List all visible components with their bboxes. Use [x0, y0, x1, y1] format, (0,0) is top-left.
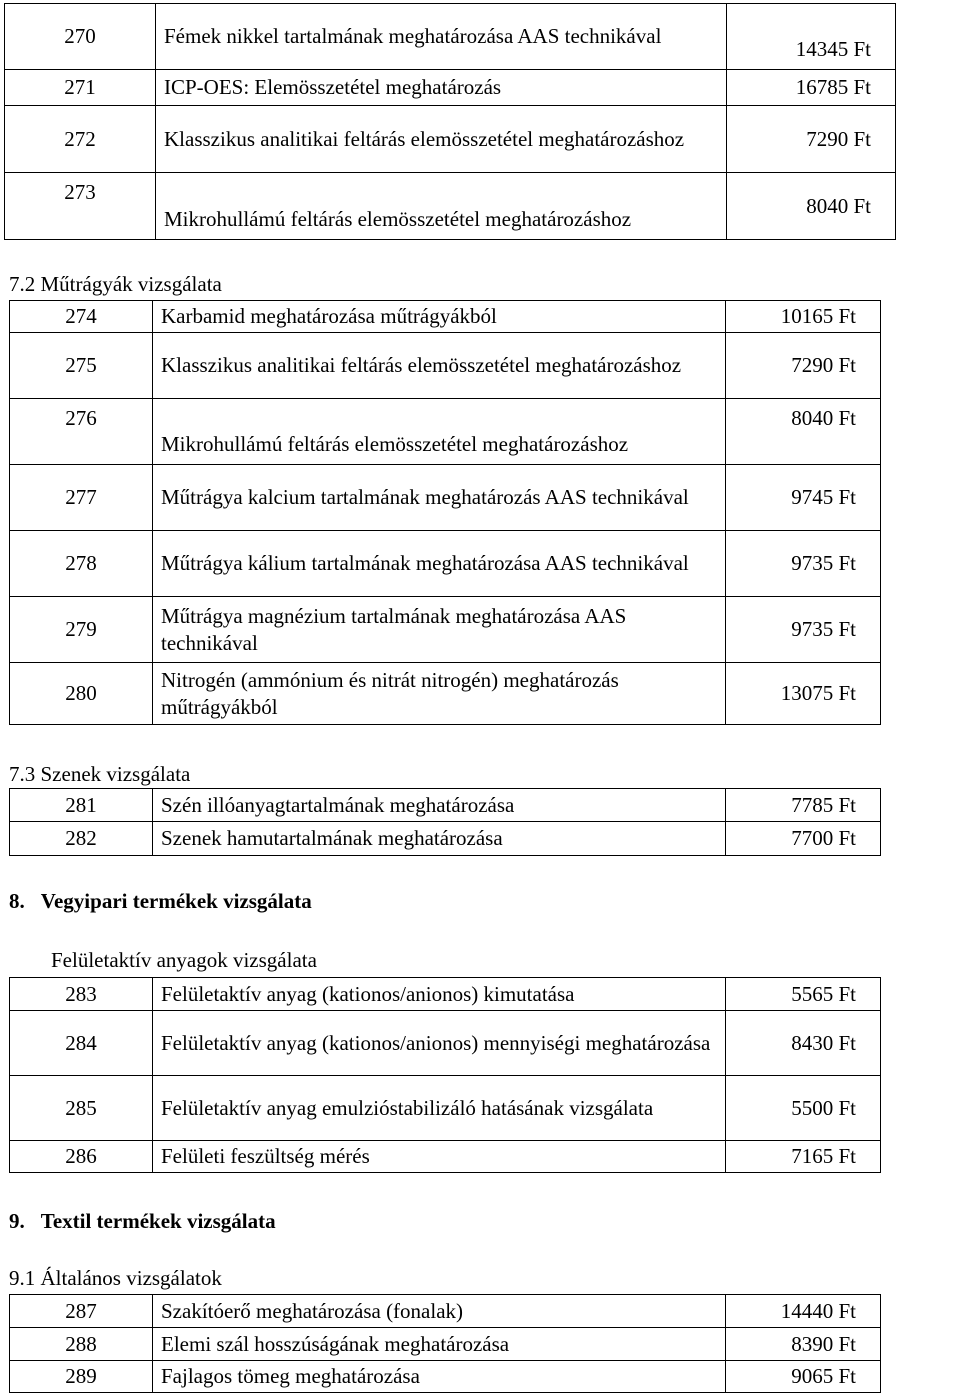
item-description: Szakítóerő meghatározása (fonalak) — [153, 1295, 726, 1328]
section-title: Vegyipari termékek vizsgálata — [40, 889, 312, 913]
item-price: 8040 Ft — [727, 173, 896, 240]
item-description: Felületaktív anyag emulzióstabilizáló hatásának vizsgálata — [153, 1076, 726, 1141]
item-number: 280 — [10, 663, 153, 725]
item-price: 9065 Ft — [726, 1361, 881, 1393]
item-number: 286 — [10, 1141, 153, 1173]
item-description: Mikrohullámú feltárás elemösszetétel meghatározáshoz — [156, 173, 727, 240]
item-price: 9735 Ft — [726, 597, 881, 663]
item-number: 279 — [10, 597, 153, 663]
item-number: 281 — [10, 789, 153, 822]
item-description: Felületaktív anyag (kationos/anionos) kimutatása — [153, 978, 726, 1011]
table-row — [10, 1361, 881, 1393]
item-description: ICP-OES: Elemösszetétel meghatározás — [156, 70, 727, 106]
section-heading-8 — [9, 889, 312, 913]
item-description: Szenek hamutartalmának meghatározása — [153, 822, 726, 856]
table-row — [10, 465, 881, 531]
item-number: 283 — [10, 978, 153, 1011]
item-number: 288 — [10, 1328, 153, 1361]
table-row — [10, 333, 881, 399]
item-price: 16785 Ft — [727, 70, 896, 106]
item-description: Karbamid meghatározása műtrágyákból — [153, 301, 726, 333]
item-price: 10165 Ft — [726, 301, 881, 333]
item-price: 8430 Ft — [726, 1011, 881, 1076]
item-number: 275 — [10, 333, 153, 399]
item-number: 285 — [10, 1076, 153, 1141]
section-number: 9. — [9, 1209, 25, 1233]
item-price: 8040 Ft — [726, 399, 881, 465]
price-table-8 — [9, 977, 881, 1173]
table-row — [10, 1295, 881, 1328]
table-row — [10, 822, 881, 856]
price-table-7-1 — [4, 3, 896, 240]
item-price: 13075 Ft — [726, 663, 881, 725]
section-heading-7-3: 7.3 Szenek vizsgálata — [9, 762, 191, 786]
item-description: Felületi feszültség mérés — [153, 1141, 726, 1173]
item-description: Klasszikus analitikai feltárás elemösszetétel meghatározáshoz — [156, 106, 727, 173]
item-description: Mikrohullámú feltárás elemösszetétel meghatározáshoz — [153, 399, 726, 465]
item-description: Műtrágya kálium tartalmának meghatározása AAS technikával — [153, 531, 726, 597]
item-number: 284 — [10, 1011, 153, 1076]
table-row — [5, 70, 896, 106]
item-price: 7785 Ft — [726, 789, 881, 822]
item-price: 14440 Ft — [726, 1295, 881, 1328]
table-row — [10, 1011, 881, 1076]
table-row — [10, 978, 881, 1011]
item-number: 277 — [10, 465, 153, 531]
item-price: 8390 Ft — [726, 1328, 881, 1361]
item-description: Műtrágya magnézium tartalmának meghatározása AAS technikával — [153, 597, 726, 663]
item-description: Felületaktív anyag (kationos/anionos) mennyiségi meghatározása — [153, 1011, 726, 1076]
item-price: 14345 Ft — [727, 4, 896, 70]
table-row — [10, 597, 881, 663]
item-description: Szén illóanyagtartalmának meghatározása — [153, 789, 726, 822]
table-row — [10, 1328, 881, 1361]
item-number: 273 — [5, 173, 156, 240]
table-row — [5, 4, 896, 70]
item-price: 5565 Ft — [726, 978, 881, 1011]
item-number: 272 — [5, 106, 156, 173]
subsection-heading-surfactants: Felületaktív anyagok vizsgálata — [51, 948, 317, 972]
table-row — [5, 106, 896, 173]
item-price: 5500 Ft — [726, 1076, 881, 1141]
section-number: 8. — [9, 889, 25, 913]
item-number: 278 — [10, 531, 153, 597]
item-price: 7700 Ft — [726, 822, 881, 856]
item-price: 7290 Ft — [727, 106, 896, 173]
item-number: 289 — [10, 1361, 153, 1393]
item-description: Fajlagos tömeg meghatározása — [153, 1361, 726, 1393]
table-row — [10, 789, 881, 822]
item-description: Elemi szál hosszúságának meghatározása — [153, 1328, 726, 1361]
table-row — [10, 301, 881, 333]
item-number: 276 — [10, 399, 153, 465]
section-title: Textil termékek vizsgálata — [40, 1209, 276, 1233]
item-number: 271 — [5, 70, 156, 106]
price-table-7-2 — [9, 300, 881, 725]
item-price: 7165 Ft — [726, 1141, 881, 1173]
item-number: 270 — [5, 4, 156, 70]
table-row — [10, 1076, 881, 1141]
item-price: 9745 Ft — [726, 465, 881, 531]
section-heading-7-2: 7.2 Műtrágyák vizsgálata — [9, 272, 222, 296]
price-table-7-3 — [9, 788, 881, 856]
item-description: Fémek nikkel tartalmának meghatározása AAS technikával — [156, 4, 727, 70]
table-row — [10, 399, 881, 465]
table-row — [10, 663, 881, 725]
table-row — [10, 531, 881, 597]
section-heading-9-1: 9.1 Általános vizsgálatok — [9, 1266, 222, 1290]
item-price: 7290 Ft — [726, 333, 881, 399]
item-price: 9735 Ft — [726, 531, 881, 597]
item-description: Klasszikus analitikai feltárás elemösszetétel meghatározáshoz — [153, 333, 726, 399]
item-number: 287 — [10, 1295, 153, 1328]
item-number: 274 — [10, 301, 153, 333]
price-table-9-1 — [9, 1294, 881, 1393]
table-row — [10, 1141, 881, 1173]
table-row — [5, 173, 896, 240]
item-description: Nitrogén (ammónium és nitrát nitrogén) meghatározás műtrágyákból — [153, 663, 726, 725]
section-heading-9 — [9, 1209, 276, 1233]
item-number: 282 — [10, 822, 153, 856]
item-description: Műtrágya kalcium tartalmának meghatározás AAS technikával — [153, 465, 726, 531]
